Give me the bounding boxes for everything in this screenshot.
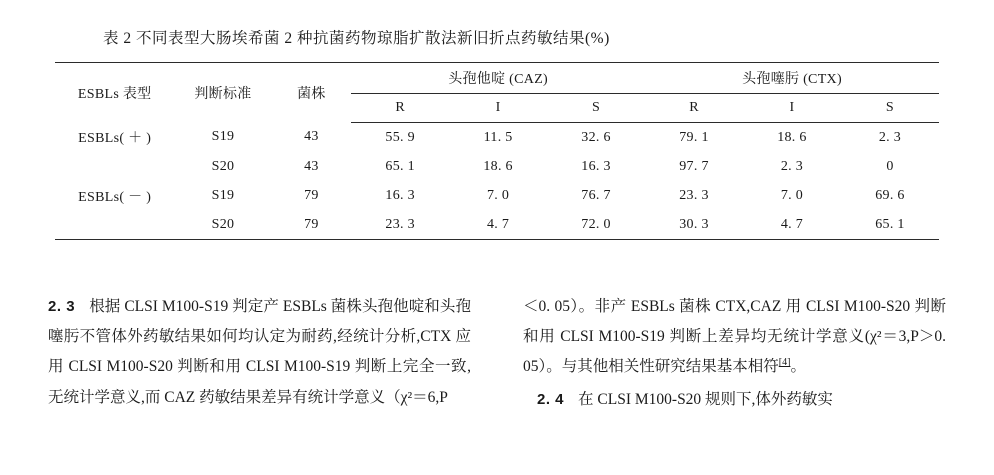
cell-caz-i: 7. 0 bbox=[487, 187, 510, 203]
header-esbl-type: ESBLs 表型 bbox=[55, 63, 174, 123]
paragraph-2-3-cont-text: ＜0. 05）。非产 ESBLs 菌株 CTX,CAZ 用 CLSI M100-S20 判断和用 CLSI M100-S19 判断上差异均无统计学意义(χ²＝3,P＞0. 05）。与其他相关性研究结果基本相符 bbox=[523, 298, 946, 376]
cell-standard: S19 bbox=[211, 187, 235, 203]
cell-caz-s: 32. 6 bbox=[581, 129, 611, 145]
header-ctx-s: S bbox=[841, 94, 939, 123]
paragraph-2-4 bbox=[523, 385, 946, 415]
cell-caz-i: 11. 5 bbox=[483, 129, 513, 145]
cell-caz-i: 4. 7 bbox=[449, 210, 547, 240]
header-caz-r: R bbox=[351, 94, 449, 123]
cell-ctx-i: 4. 7 bbox=[743, 210, 841, 240]
table-row bbox=[55, 123, 939, 153]
paragraph-2-3-text: 根据 CLSI M100-S19 判定产 ESBLs 菌株头孢他啶和头孢噻肟不管体外药敏结果如何均认定为耐药,经统计分析,CTX 应用 CLSI M100-S20 判断和用 CLSI M100-S19 判断上完全一致,无统计学意义,而 CAZ 药敏结果差异有统计学意义（χ²＝6,P bbox=[48, 298, 471, 406]
header-caz-i: I bbox=[449, 94, 547, 123]
reference-tail: 。 bbox=[790, 358, 806, 376]
cell-ctx-r: 30. 3 bbox=[645, 210, 743, 240]
cell-standard: S20 bbox=[211, 158, 235, 174]
column-right bbox=[523, 292, 946, 415]
paragraph-2-3-cont bbox=[523, 292, 946, 383]
cell-caz-r: 16. 3 bbox=[385, 187, 415, 203]
cell-ctx-s: 0 bbox=[886, 158, 894, 174]
table-head bbox=[55, 63, 939, 123]
cell-ctx-i: 18. 6 bbox=[777, 129, 807, 145]
paragraph-2-4-text: 在 CLSI M100-S20 规则下,体外药敏实 bbox=[578, 390, 833, 408]
cell-ctx-s: 65. 1 bbox=[841, 210, 939, 240]
cell-strains: 79 bbox=[272, 210, 352, 240]
cell-type bbox=[55, 210, 174, 240]
body-text bbox=[48, 292, 946, 415]
cell-ctx-r: 79. 1 bbox=[679, 129, 709, 145]
column-left bbox=[48, 292, 471, 415]
header-standard: 判断标准 bbox=[174, 63, 271, 123]
header-caz-s: S bbox=[547, 94, 645, 123]
table-row bbox=[55, 210, 939, 240]
cell-ctx-s: 2. 3 bbox=[878, 129, 902, 145]
cell-standard: S19 bbox=[211, 129, 235, 145]
cell-type: ESBLs( ＋ ) bbox=[78, 131, 152, 147]
cell-caz-s: 76. 7 bbox=[581, 187, 611, 203]
header-ctx-i: I bbox=[743, 94, 841, 123]
cell-caz-s: 72. 0 bbox=[547, 210, 645, 240]
cell-caz-r: 65. 1 bbox=[385, 158, 415, 174]
header-strains: 菌株 bbox=[272, 63, 352, 123]
section-number-2-3: 2. 3 bbox=[48, 298, 76, 315]
paragraph-2-3 bbox=[48, 292, 471, 413]
table-header-row-groups bbox=[55, 63, 939, 94]
section-number-2-4: 2. 4 bbox=[537, 390, 565, 408]
table-body bbox=[55, 123, 939, 240]
cell-caz-s: 16. 3 bbox=[581, 158, 611, 174]
cell-caz-r: 23. 3 bbox=[351, 210, 449, 240]
header-group-ctx: 头孢噻肟 (CTX) bbox=[645, 63, 939, 94]
cell-strains: 79 bbox=[304, 187, 319, 203]
cell-caz-i: 18. 6 bbox=[483, 158, 513, 174]
header-group-caz: 头孢他啶 (CAZ) bbox=[351, 63, 645, 94]
cell-ctx-r: 97. 7 bbox=[679, 158, 709, 174]
table-row bbox=[55, 152, 939, 181]
cell-strains: 43 bbox=[304, 129, 319, 145]
table-row bbox=[55, 181, 939, 210]
cell-type bbox=[55, 152, 174, 181]
cell-strains: 43 bbox=[304, 158, 319, 174]
cell-type: ESBLs( － ) bbox=[78, 189, 152, 205]
table-container bbox=[55, 62, 939, 240]
reference-marker[interactable]: [4] bbox=[778, 357, 791, 369]
cell-ctx-i: 7. 0 bbox=[780, 187, 804, 203]
cell-standard: S20 bbox=[174, 210, 271, 240]
cell-ctx-r: 23. 3 bbox=[679, 187, 709, 203]
cell-ctx-i: 2. 3 bbox=[780, 158, 804, 174]
header-ctx-r: R bbox=[645, 94, 743, 123]
cell-caz-r: 55. 9 bbox=[385, 129, 415, 145]
table-caption: 表 2 不同表型大肠埃希菌 2 种抗菌药物琼脂扩散法新旧折点药敏结果(%) bbox=[103, 30, 610, 47]
results-table bbox=[55, 62, 939, 240]
cell-ctx-s: 69. 6 bbox=[875, 187, 905, 203]
